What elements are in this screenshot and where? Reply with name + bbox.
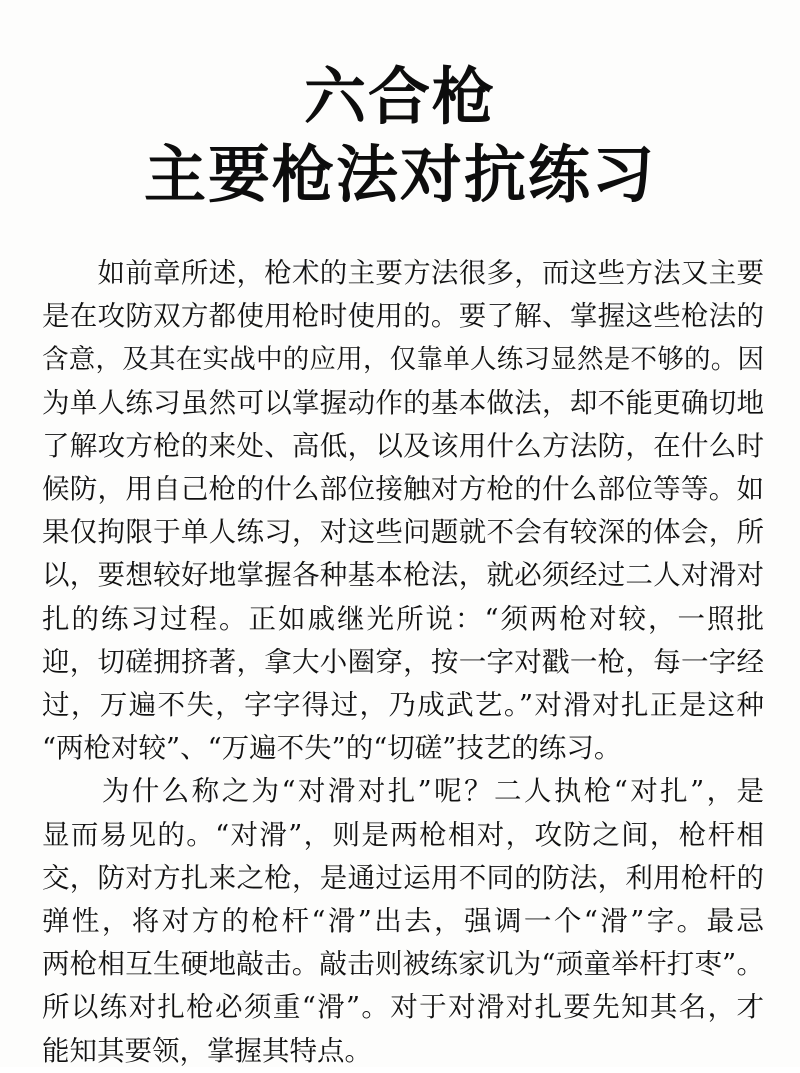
document-title [0, 58, 800, 214]
text-line: 弹性，将对方的枪杆“滑”出去，强调一个“滑”字。最忌 [42, 905, 764, 938]
text-line: 为什么称之为“对滑对扎”呢？二人执枪“对扎”，是 [42, 775, 764, 808]
text-line: 为单人练习虽然可以掌握动作的基本做法，却不能更确切地 [42, 386, 764, 419]
text-line: 以，要想较好地掌握各种基本枪法，就必须经过二人对滑对 [42, 559, 764, 592]
text-line: 果仅拘限于单人练习，对这些问题就不会有较深的体会，所 [42, 516, 764, 549]
paragraph-1 [42, 252, 764, 770]
text-line: 候防，用自己枪的什么部位接触对方枪的什么部位等等。如 [42, 473, 764, 506]
text-line: “两枪对较”、“万遍不失”的“切磋”技艺的练习。 [42, 732, 622, 765]
text-line: 能知其要领，掌握其特点。 [42, 1034, 372, 1067]
paragraph-2 [42, 770, 764, 1072]
text-line: 过，万遍不失，字字得过，乃成武艺。”对滑对扎正是这种 [42, 689, 764, 722]
text-line: 显而易见的。“对滑”，则是两枪相对，攻防之间，枪杆相 [42, 818, 764, 851]
text-line: 所以练对扎枪必须重“滑”。对于对滑对扎要先知其名，才 [42, 991, 764, 1024]
text-line: 扎的练习过程。正如戚继光所说：“须两枪对较，一照批 [42, 602, 764, 635]
text-line: 交，防对方扎来之枪，是通过运用不同的防法，利用枪杆的 [42, 861, 764, 894]
text-line: 是在攻防双方都使用枪时使用的。要了解、掌握这些枪法的 [42, 300, 764, 333]
text-line: 含意，及其在实战中的应用，仅靠单人练习显然是不够的。因 [42, 344, 764, 376]
title-line-1: 六合枪 [303, 60, 496, 133]
title-line-2: 主要枪法对抗练习 [143, 138, 656, 211]
text-line: 迎，切磋拥挤著，拿大小圈穿，按一字对戳一枪，每一字经 [42, 645, 764, 678]
body-text [42, 252, 764, 1073]
text-line: 了解攻方枪的来处、高低，以及该用什么方法防，在什么时 [42, 429, 764, 462]
text-line: 两枪相互生硬地敲击。敲击则被练家讥为“顽童举杆打枣”。 [42, 948, 764, 981]
text-line: 如前章所述，枪术的主要方法很多，而这些方法又主要 [42, 257, 764, 289]
